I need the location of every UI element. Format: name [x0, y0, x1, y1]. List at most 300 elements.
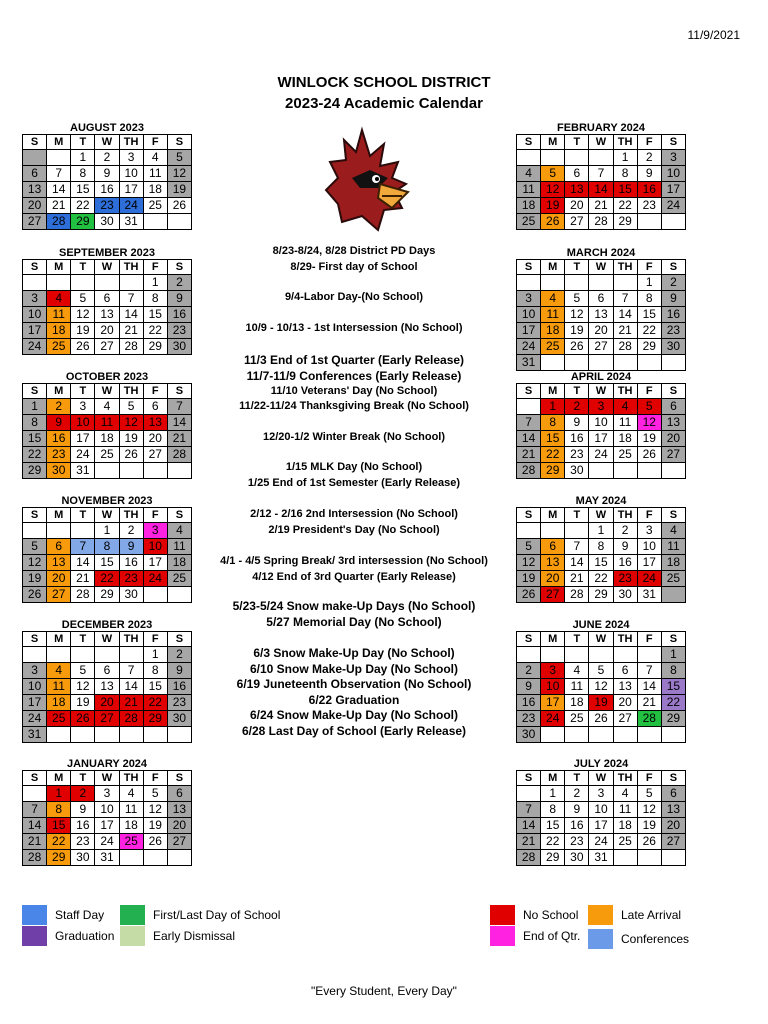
day-cell: 16 [47, 431, 71, 447]
day-cell: 4 [517, 166, 541, 182]
day-cell [613, 355, 637, 371]
legend-label: Graduation [55, 929, 115, 943]
day-cell: 26 [23, 587, 47, 603]
day-cell: 14 [119, 679, 143, 695]
week-row [23, 523, 192, 539]
day-cell: 23 [95, 198, 119, 214]
day-cell: 15 [143, 679, 167, 695]
day-cell: 24 [517, 339, 541, 355]
event-item: 10/9 - 10/13 - 1st Intersession (No School) [245, 322, 463, 334]
day-cell: 23 [167, 695, 191, 711]
day-cell: 4 [47, 663, 71, 679]
day-cell: 22 [47, 834, 71, 850]
week-row [23, 727, 192, 743]
day-cell: 13 [47, 555, 71, 571]
week-row [23, 399, 192, 415]
day-cell [613, 275, 637, 291]
week-row [23, 695, 192, 711]
day-cell: 18 [167, 555, 191, 571]
day-cell: 18 [565, 695, 589, 711]
day-cell: 20 [661, 818, 685, 834]
weekday-header: S [661, 260, 685, 275]
weekday-header: M [541, 771, 565, 786]
day-cell: 8 [23, 415, 47, 431]
calendar-mar [516, 247, 686, 371]
day-cell: 3 [23, 291, 47, 307]
day-cell: 27 [589, 339, 613, 355]
weekday-header: M [47, 135, 71, 150]
day-cell: 17 [23, 323, 47, 339]
day-cell: 11 [613, 415, 637, 431]
day-cell: 24 [143, 571, 167, 587]
event-item: 9/4-Labor Day-(No School) [284, 291, 424, 303]
day-cell [167, 727, 191, 743]
day-cell [95, 727, 119, 743]
calendar-grid [22, 770, 192, 866]
day-cell: 18 [143, 182, 167, 198]
day-cell: 21 [167, 431, 191, 447]
day-cell: 25 [613, 447, 637, 463]
day-cell: 22 [541, 834, 565, 850]
weekday-header: S [167, 135, 191, 150]
day-cell: 8 [637, 291, 661, 307]
day-cell: 28 [167, 447, 191, 463]
day-cell: 9 [517, 679, 541, 695]
day-cell: 17 [95, 818, 119, 834]
day-cell: 8 [613, 166, 637, 182]
day-cell: 6 [95, 663, 119, 679]
day-cell: 23 [613, 571, 637, 587]
week-row [517, 695, 686, 711]
day-cell: 26 [565, 339, 589, 355]
day-cell: 26 [637, 834, 661, 850]
weekday-header: T [565, 771, 589, 786]
day-cell: 5 [167, 150, 191, 166]
day-cell: 17 [589, 431, 613, 447]
day-cell: 13 [541, 555, 565, 571]
day-cell: 30 [167, 711, 191, 727]
day-cell: 28 [589, 214, 613, 230]
day-cell: 4 [661, 523, 685, 539]
day-cell: 4 [47, 291, 71, 307]
legend-graduation [22, 926, 114, 946]
day-cell: 19 [23, 571, 47, 587]
day-cell [589, 647, 613, 663]
day-cell: 4 [143, 150, 167, 166]
day-cell [613, 850, 637, 866]
day-cell: 19 [71, 323, 95, 339]
weekday-header: TH [613, 135, 637, 150]
day-cell: 26 [71, 339, 95, 355]
day-cell: 30 [119, 587, 143, 603]
weekday-header-row [23, 632, 192, 647]
day-cell: 3 [589, 786, 613, 802]
day-cell: 20 [167, 818, 191, 834]
day-cell: 29 [143, 339, 167, 355]
calendar-grid [22, 134, 192, 230]
day-cell [143, 587, 167, 603]
day-cell: 31 [71, 463, 95, 479]
day-cell: 24 [589, 834, 613, 850]
day-cell: 5 [541, 166, 565, 182]
day-cell: 12 [71, 679, 95, 695]
day-cell: 22 [637, 323, 661, 339]
day-cell: 27 [23, 214, 47, 230]
day-cell: 4 [613, 399, 637, 415]
day-cell: 16 [565, 818, 589, 834]
weekday-header: S [167, 508, 191, 523]
day-cell: 26 [143, 834, 167, 850]
weekday-header: S [23, 384, 47, 399]
day-cell: 15 [71, 182, 95, 198]
legend-no-school [490, 905, 578, 925]
weekday-header: S [23, 771, 47, 786]
day-cell: 21 [71, 571, 95, 587]
calendar-aug [22, 122, 192, 230]
weekday-header: S [661, 632, 685, 647]
day-cell: 31 [119, 214, 143, 230]
day-cell [517, 275, 541, 291]
day-cell: 22 [71, 198, 95, 214]
day-cell [517, 150, 541, 166]
day-cell [23, 150, 47, 166]
day-cell: 27 [47, 587, 71, 603]
calendar-grid [22, 631, 192, 743]
day-cell: 16 [95, 182, 119, 198]
weekday-header: T [565, 260, 589, 275]
week-row [517, 571, 686, 587]
weekday-header: TH [613, 384, 637, 399]
week-row [517, 539, 686, 555]
day-cell: 26 [541, 214, 565, 230]
weekday-header: TH [119, 260, 143, 275]
calendar-grid [516, 507, 686, 603]
day-cell: 31 [23, 727, 47, 743]
weekday-header: T [71, 632, 95, 647]
day-cell: 27 [661, 834, 685, 850]
day-cell: 13 [167, 802, 191, 818]
calendar-grid [516, 631, 686, 743]
event-item: 6/3 Snow Make-Up Day (No School) [253, 646, 455, 660]
day-cell: 20 [565, 198, 589, 214]
day-cell: 2 [47, 399, 71, 415]
calendar-month-title: JANUARY 2024 [66, 758, 148, 770]
day-cell: 9 [637, 166, 661, 182]
week-row [23, 663, 192, 679]
day-cell: 2 [167, 647, 191, 663]
day-cell [565, 150, 589, 166]
weekday-header: F [143, 260, 167, 275]
day-cell: 31 [517, 355, 541, 371]
day-cell: 25 [143, 198, 167, 214]
day-cell [613, 727, 637, 743]
legend-end-of-quarter [490, 926, 580, 946]
day-cell [167, 850, 191, 866]
calendar-grid [516, 259, 686, 371]
day-cell: 3 [517, 291, 541, 307]
day-cell [95, 647, 119, 663]
day-cell: 3 [541, 663, 565, 679]
day-cell [613, 463, 637, 479]
day-cell: 10 [541, 679, 565, 695]
weekday-header: S [517, 260, 541, 275]
calendar-grid [22, 507, 192, 603]
week-row [517, 323, 686, 339]
day-cell: 2 [565, 399, 589, 415]
calendar-month-title: AUGUST 2023 [70, 122, 144, 134]
weekday-header: W [95, 384, 119, 399]
day-cell: 28 [71, 587, 95, 603]
day-cell: 15 [23, 431, 47, 447]
day-cell: 10 [119, 166, 143, 182]
day-cell: 10 [637, 539, 661, 555]
week-row [517, 447, 686, 463]
day-cell: 11 [541, 307, 565, 323]
legend-swatch [22, 926, 47, 946]
day-cell: 20 [143, 431, 167, 447]
day-cell: 22 [661, 695, 685, 711]
day-cell [541, 150, 565, 166]
week-row [517, 307, 686, 323]
day-cell: 29 [541, 463, 565, 479]
day-cell: 8 [143, 663, 167, 679]
day-cell: 28 [517, 463, 541, 479]
legend-label: Early Dismissal [153, 929, 236, 943]
day-cell [541, 523, 565, 539]
day-cell: 9 [95, 166, 119, 182]
day-cell: 12 [637, 802, 661, 818]
day-cell: 19 [517, 571, 541, 587]
day-cell: 19 [71, 695, 95, 711]
weekday-header: S [23, 260, 47, 275]
calendar-month-title: SEPTEMBER 2023 [59, 247, 155, 259]
weekday-header: F [637, 771, 661, 786]
day-cell: 1 [47, 786, 71, 802]
week-row [517, 587, 686, 603]
day-cell: 12 [71, 307, 95, 323]
day-cell: 20 [95, 695, 119, 711]
day-cell: 2 [637, 150, 661, 166]
week-row [517, 415, 686, 431]
day-cell: 18 [613, 818, 637, 834]
event-item: 8/23-8/24, 8/28 District PD Days [272, 245, 436, 257]
day-cell: 9 [119, 539, 143, 555]
day-cell [565, 355, 589, 371]
day-cell: 6 [23, 166, 47, 182]
day-cell: 25 [119, 834, 143, 850]
weekday-header-row [23, 260, 192, 275]
weekday-header: W [95, 771, 119, 786]
day-cell [541, 727, 565, 743]
weekday-header: T [71, 260, 95, 275]
day-cell: 23 [637, 198, 661, 214]
day-cell: 2 [565, 786, 589, 802]
day-cell: 16 [119, 555, 143, 571]
day-cell: 30 [517, 727, 541, 743]
day-cell [661, 727, 685, 743]
day-cell: 2 [167, 275, 191, 291]
day-cell: 30 [565, 463, 589, 479]
day-cell: 2 [613, 523, 637, 539]
legend-late-arrival [588, 905, 681, 925]
weekday-header: F [637, 632, 661, 647]
day-cell: 25 [565, 711, 589, 727]
weekday-header: F [143, 632, 167, 647]
day-cell: 1 [613, 150, 637, 166]
day-cell: 19 [637, 818, 661, 834]
day-cell: 7 [23, 802, 47, 818]
day-cell: 8 [541, 802, 565, 818]
day-cell: 16 [637, 182, 661, 198]
day-cell: 13 [613, 679, 637, 695]
day-cell: 15 [541, 431, 565, 447]
day-cell: 3 [637, 523, 661, 539]
day-cell: 15 [95, 555, 119, 571]
day-cell: 11 [613, 802, 637, 818]
weekday-header: T [71, 771, 95, 786]
day-cell: 21 [23, 834, 47, 850]
event-item: 6/19 Juneteenth Observation (No School) [236, 677, 472, 691]
day-cell: 2 [517, 663, 541, 679]
day-cell [143, 727, 167, 743]
weekday-header: TH [119, 771, 143, 786]
day-cell: 23 [517, 711, 541, 727]
week-row [23, 571, 192, 587]
week-row [517, 818, 686, 834]
week-row [517, 850, 686, 866]
week-row [23, 711, 192, 727]
day-cell: 21 [589, 198, 613, 214]
day-cell: 1 [661, 647, 685, 663]
week-row [23, 647, 192, 663]
weekday-header: M [47, 508, 71, 523]
day-cell: 4 [167, 523, 191, 539]
day-cell: 25 [95, 447, 119, 463]
day-cell: 10 [23, 679, 47, 695]
day-cell: 14 [71, 555, 95, 571]
legend-swatch [120, 905, 145, 925]
day-cell: 5 [565, 291, 589, 307]
week-row [23, 555, 192, 571]
event-item: 12/20-1/2 Winter Break (No School) [262, 431, 446, 443]
day-cell: 10 [589, 415, 613, 431]
day-cell: 7 [517, 802, 541, 818]
day-cell: 28 [119, 339, 143, 355]
calendar-sep [22, 247, 192, 355]
day-cell: 28 [565, 587, 589, 603]
day-cell: 22 [589, 571, 613, 587]
day-cell: 6 [661, 786, 685, 802]
weekday-header: F [143, 135, 167, 150]
legend-label: End of Qtr. [523, 929, 581, 943]
day-cell: 7 [71, 539, 95, 555]
day-cell: 30 [47, 463, 71, 479]
day-cell: 11 [517, 182, 541, 198]
day-cell: 7 [517, 415, 541, 431]
week-row [517, 463, 686, 479]
week-row [517, 679, 686, 695]
legend-swatch [120, 926, 145, 946]
event-item: 5/27 Memorial Day (No School) [266, 615, 442, 629]
day-cell: 16 [661, 307, 685, 323]
day-cell: 23 [565, 447, 589, 463]
day-cell: 1 [143, 647, 167, 663]
weekday-header-row [517, 632, 686, 647]
day-cell: 25 [167, 571, 191, 587]
week-row [23, 339, 192, 355]
day-cell: 29 [541, 850, 565, 866]
weekday-header: T [71, 384, 95, 399]
day-cell: 18 [541, 323, 565, 339]
weekday-header: S [517, 632, 541, 647]
week-row [23, 850, 192, 866]
weekday-header-row [23, 771, 192, 786]
week-row [517, 355, 686, 371]
day-cell: 17 [541, 695, 565, 711]
day-cell: 30 [71, 850, 95, 866]
day-cell: 5 [119, 399, 143, 415]
day-cell: 21 [47, 198, 71, 214]
week-row [517, 663, 686, 679]
motto: "Every Student, Every Day" [311, 984, 457, 998]
day-cell [167, 587, 191, 603]
day-cell: 23 [119, 571, 143, 587]
day-cell: 29 [47, 850, 71, 866]
day-cell: 10 [71, 415, 95, 431]
weekday-header-row [517, 135, 686, 150]
day-cell: 17 [517, 323, 541, 339]
day-cell [143, 463, 167, 479]
day-cell: 3 [95, 786, 119, 802]
day-cell [23, 523, 47, 539]
legend-label: Conferences [621, 932, 690, 946]
day-cell [119, 275, 143, 291]
day-cell: 15 [613, 182, 637, 198]
day-cell: 21 [613, 323, 637, 339]
legend-swatch [22, 905, 47, 925]
weekday-header: M [47, 384, 71, 399]
calendar-apr [516, 371, 686, 479]
day-cell [23, 786, 47, 802]
day-cell [661, 850, 685, 866]
day-cell: 8 [541, 415, 565, 431]
day-cell: 24 [661, 198, 685, 214]
day-cell: 9 [565, 415, 589, 431]
legend-label: First/Last Day of School [153, 908, 281, 922]
day-cell: 18 [517, 198, 541, 214]
day-cell [613, 647, 637, 663]
event-item: 1/25 End of 1st Semester (Early Release) [247, 477, 461, 489]
day-cell [517, 647, 541, 663]
calendar-month-title: MAY 2024 [575, 495, 627, 507]
weekday-header: F [637, 135, 661, 150]
day-cell: 28 [637, 711, 661, 727]
day-cell: 18 [47, 695, 71, 711]
day-cell: 11 [47, 307, 71, 323]
week-row [517, 339, 686, 355]
day-cell: 29 [23, 463, 47, 479]
day-cell: 14 [637, 679, 661, 695]
day-cell: 26 [589, 711, 613, 727]
calendar-month-title: DECEMBER 2023 [61, 619, 153, 631]
day-cell: 2 [95, 150, 119, 166]
day-cell [517, 786, 541, 802]
day-cell: 27 [143, 447, 167, 463]
week-row [517, 214, 686, 230]
day-cell [589, 727, 613, 743]
day-cell: 28 [517, 850, 541, 866]
weekday-header: S [517, 771, 541, 786]
